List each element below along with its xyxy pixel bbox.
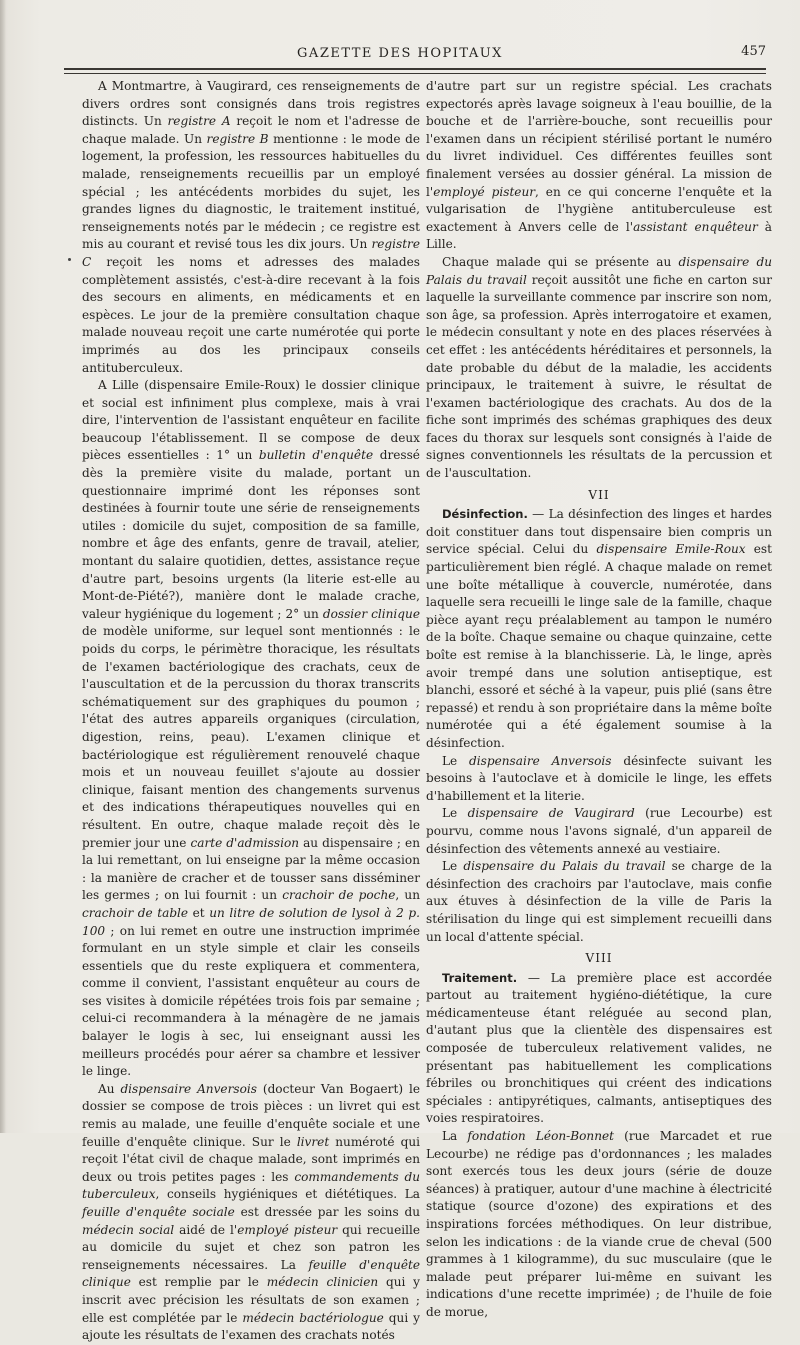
italic-term: un litre de solution de lysol à 2 p. 100 [82, 905, 420, 938]
italic-term: feuille d'enquête clinique [82, 1257, 420, 1290]
header-rule-thin [64, 73, 766, 74]
paragraph: Le dispensaire du Palais du travail se charge de la désinfection des crachoirs par l'autoclave, mais confie aux étuves à désinfection de la ville de Paris la stérilisation du linge qui est simplement recueilli dans un local d'attente spécial. [426, 859, 773, 944]
section-number: VII [588, 487, 610, 502]
paragraph: Chaque malade qui se présente au dispensaire du Palais du travail reçoit aussitôt une fiche en carton sur laquelle la surveillante commence par inscrire son nom, son âge, sa profession. Après interrogatoire et examen, le médecin consultant y note en des places réservées à cet effet : les antécédents héréditaires et personnels, la date probable du début de la maladie, les accidents principaux, le traitement à suivre, le résultat de l'examen bactériologique des crachats. Au dos de la fiche sont imprimés des schémas graphiques des deux faces du thorax sur lesquels sont consignés à l'aide de signes conventionnels les résultats de la percussion et de l'auscultation. [426, 254, 772, 481]
section-number: VIII [585, 951, 613, 966]
right-column [426, 78, 772, 1322]
italic-term: médecin bactériologue [242, 1310, 384, 1325]
italic-term: dispensaire Emile-Roux [596, 542, 746, 557]
running-title: GAZETTE DES HOPITAUX [297, 46, 503, 61]
italic-term: livret [296, 1134, 330, 1149]
paragraph: Le dispensaire de Vaugirard (rue Lecourbe) est pourvu, comme nous l'avons signalé, d'un appareil de désinfection des vêtements annexé au vestiaire. [426, 806, 772, 856]
italic-term: registre C [82, 237, 420, 269]
italic-term: feuille d'enquête sociale [82, 1205, 235, 1219]
italic-term: fondation Léon-Bonnet [467, 1129, 614, 1144]
paragraph-body: — La désinfection des linges et hardes doit constituer dans tout dispensaire bien compris un service spécial. Celui du dispensaire Emile-Roux est particulièrement bien réglé. A chaque malade on remet une boîte métallique à couvercle, numérotée, dans laquelle sera recueilli le linge sale de la famille, chaque pièce ayant reçu préalablement au tampon le numéro de la boîte. Chaque semaine ou chaque quinzaine, cette boîte est remise à la blanchisserie. Là, le linge, après avoir trempé dans une solution antiseptique, est blanchi, essoré et séché à la vapeur, puis plié (sans être repassé) et rendu à son propriétaire dans la même boîte numérotée qui a été également soumise à la désinfection. [426, 507, 772, 750]
italic-term: dispensaire Anversois [469, 753, 612, 768]
paragraph: La fondation Léon-Bonnet (rue Marcadet et rue Lecourbe) ne rédige pas d'ordonnances ; les malades sont exercés tous les deux jours (série de douze séances) à pratiquer, autour d'une machine à électricité statique (source d'ozone) des expirations et des inspirations forcées méthodiques. On leur distribue, selon les indications : de la viande crue de cheval (500 grammes à 1 kilogramme), du suc musculaire (que le malade peut préparer lui-même en suivant les indications d'une recette imprimée) ; de l'huile de foie de morue, [426, 1129, 772, 1319]
italic-term: employé pisteur [433, 184, 536, 199]
italic-term: dispensaire Anversois [120, 1081, 257, 1096]
italic-term: dossier clinique [322, 606, 420, 621]
header-rule-thick [64, 68, 766, 70]
italic-term: dispensaire de Vaugirard [467, 806, 635, 821]
italic-term: assistant enquêteur [633, 219, 758, 234]
paragraph-lead: Traitement. [442, 970, 518, 985]
paragraph: Au dispensaire Anversois (docteur Van Bogaert) le dossier se compose de trois pièces : un livret qui est remis au malade, une feuille d'enquête sociale et une feuille d'enquête clinique. Sur le livret numéroté qui reçoit l'état civil de chaque malade, sont imprimés en deux ou trois petites pages : les commandements du tuberculeux, conseils hygiéniques et diététiques. La feuille d'enquête sociale est dressée par les soins du médecin social aidé de l'employé pisteur qui recueille au domicile du sujet et chez son patron les renseignements nécessaires. La feuille d'enquête clinique est remplie par le médecin clinicien qui y inscrit avec précision les résultats de son examen ; elle est complétée par le médecin bactériologue qui y ajoute les résultats de l'examen des crachats notés [82, 1081, 420, 1343]
paragraph-lead: Désinfection. [442, 507, 528, 522]
paragraph-body: — La première place est accordée partout au traitement hygiéno-diététique, la cure médicamenteuse étant reléguée au second plan, d'autant plus que la clientèle des dispensaires est composée de tuberculeux relativement valides, ne présentant pas habituellement les complications fébriles ou bronchitiques qui créent des indications spéciales : antipyrétiques, calmants, antiseptiques des voies respiratoires. [426, 970, 772, 1126]
italic-term: médecin clinicien [266, 1275, 379, 1290]
italic-term: crachoir de table [82, 905, 189, 920]
margin-dot [68, 258, 71, 261]
italic-term: crachoir de poche [282, 888, 396, 903]
italic-term: carte d'admission [190, 835, 300, 850]
italic-term: commandements du tuberculeux [82, 1169, 420, 1202]
paragraph: Le dispensaire Anversois désinfecte suivant les besoins à l'autoclave et à domicile le linge, les effets d'habillement et la literie. [426, 753, 772, 803]
paragraph: d'autre part sur un registre spécial. Les crachats expectorés après lavage soigneux à l'eau bouillie, de la bouche et de l'arrière-bouche, sont recueillis pour l'examen dans un récipient stérilisé portant le numéro du livret individuel. Ces différentes feuilles sont finalement versées au dossier général. La mission de l'employé pisteur, en ce qui concerne l'enquête et la vulgarisation de l'hygiène antituberculeuse est exactement à Anvers celle de l'assistant enquêteur à Lille. [426, 79, 772, 252]
page-header [0, 44, 800, 64]
italic-term: employé pisteur [237, 1222, 338, 1237]
italic-term: médecin social [82, 1222, 175, 1237]
paragraph: A Montmartre, à Vaugirard, ces renseignements de divers ordres sont consignés dans trois registres distincts. Un registre A reçoit le nom et l'adresse de chaque malade. Un registre B mentionne : le mode de logement, la profession, les ressources habituelles du malade, renseignements recueillis par un employé spécial ; les antécédents morbides du sujet, les grandes lignes du diagnostic, le traitement institué, renseignements notés par le médecin ; ce registre est mis au courant et revisé tous les dix jours. Un registre C reçoit les noms et adresses des malades complètement assistés, c'est-à-dire recevant à la fois des secours en aliments, en médicaments et en espèces. Le jour de la première consultation chaque malade nouveau reçoit une carte numérotée qui porte imprimés au dos les principaux conseils antituberculeux. [82, 79, 420, 375]
italic-term: dispensaire du Palais du travail [426, 254, 772, 287]
italic-term: registre A [167, 114, 231, 129]
left-column [82, 78, 420, 1345]
page-number: 457 [741, 44, 766, 59]
paragraph [426, 970, 772, 1128]
italic-term: bulletin d'enquête [258, 448, 374, 463]
page-edge-shadow [0, 0, 6, 1133]
italic-term: registre B [206, 131, 269, 146]
paragraph [426, 506, 772, 752]
paragraph: A Lille (dispensaire Emile-Roux) le dossier clinique et social est infiniment plus complexe, mais à vrai dire, l'intervention de l'assistant enquêteur en facilite beaucoup l'établissement. Il se compose de deux pièces essentielles : 1° un bulletin d'enquête dressé dès la première visite du malade, portant un questionnaire imprimé dont les réponses sont destinées à fournir toute une série de renseignements utiles : domicile du sujet, composition de sa famille, nombre et âge des enfants, genre de travail, atelier, montant du salaire quotidien, dettes, assistance reçue d'autre part, besoins urgents (la literie est-elle au Mont-de-Piété?), manière dont le malade crache, valeur hygiénique du logement ; 2° un dossier clinique de modèle uniforme, sur lequel sont mentionnés : le poids du corps, le périmètre thoracique, les résultats de l'examen bactériologique des crachats, ceux de l'auscultation et de la percussion du thorax transcrits schématiquement sur des graphiques du poumon ; l'état des autres appareils organiques (circulation, digestion, reins, peau). L'examen clinique et bactériologique est régulièrement renouvelé chaque mois et un nouveau feuillet s'ajoute au dossier clinique, faisant mention des changements survenus et des indications thérapeutiques nouvelles qui en résultent. En outre, chaque malade reçoit dès le premier jour une carte d'admission au dispensaire ; en la lui remettant, on lui enseigne par la même occasion : la manière de cracher et de tousser sans disséminer les germes ; on lui fournit : un crachoir de poche, un crachoir de table et un litre de solution de lysol à 2 p. 100 ; on lui remet en outre une instruction imprimée formulant en un style simple et clair les conseils essentiels que du reste expliquera et commentera, comme il convient, l'assistant enquêteur au cours de ses visites à domicile répétées trois fois par semaine ; celui-ci recommandera à la ménagère de ne jamais balayer le logis à sec, lui enseignant aussi les meilleurs procédés pour aérer sa chambre et lessiver le linge. [82, 378, 420, 1079]
italic-term: dispensaire du Palais du travail [463, 859, 666, 874]
